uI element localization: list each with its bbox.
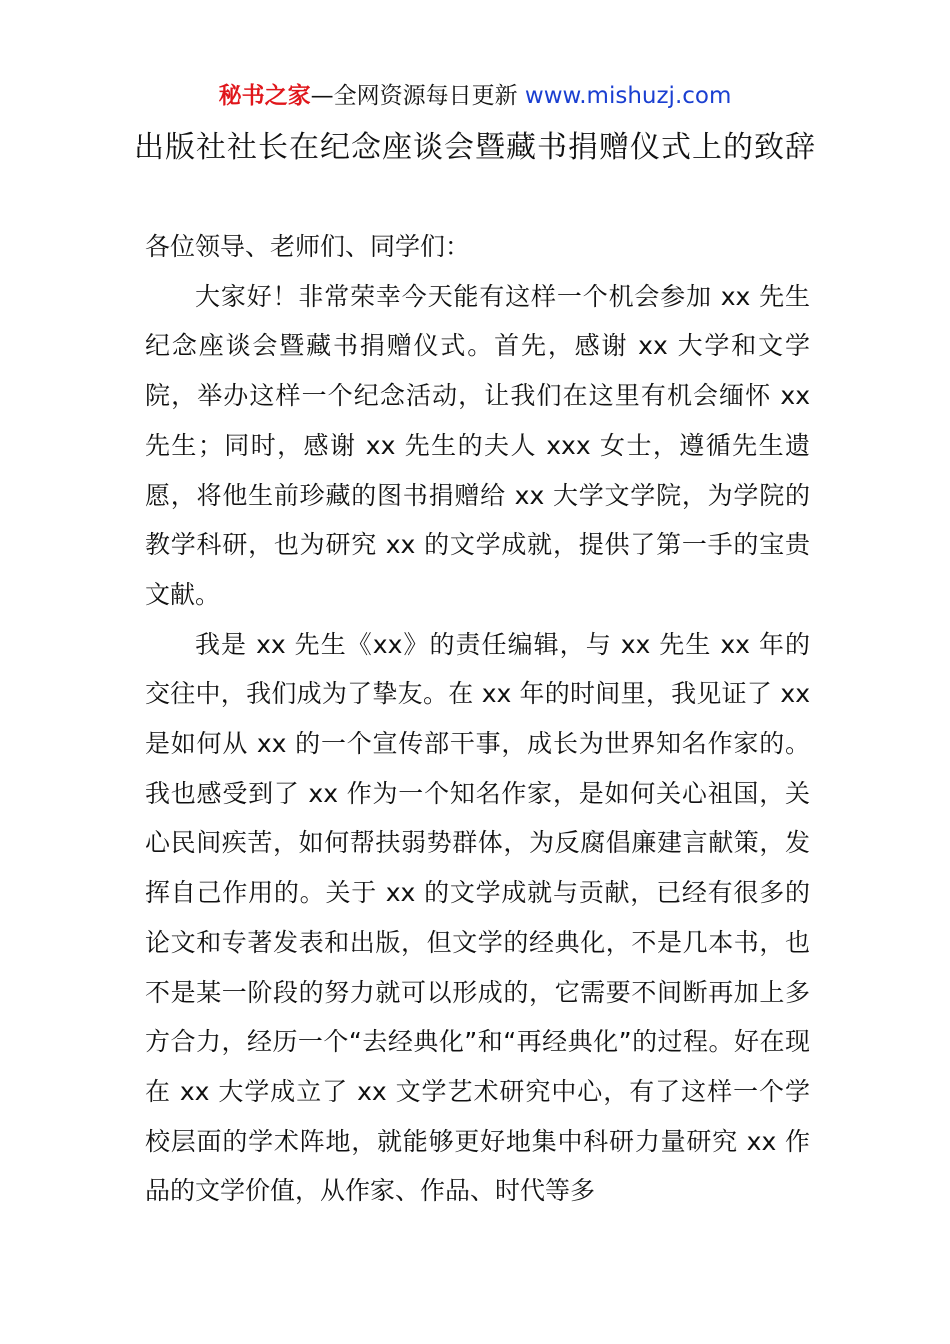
document-body: [145, 222, 810, 1216]
site-brand: 秘书之家: [218, 83, 311, 109]
body-paragraph-1: 大家好！非常荣幸今天能有这样一个机会参加 xx 先生纪念座谈会暨藏书捐赠仪式。首先，感谢 xx 大学和文学院，举办这样一个纪念活动，让我们在这里有机会缅怀 xx 先生；同时，感谢 xx 先生的夫人 xxx 女士，遵循先生遗愿，将他生前珍藏的图书捐赠给 xx 大学文学院，为学院的教学科研，也为研究 xx 的文学成就，提供了第一手的宝贵文献。: [145, 281, 810, 609]
site-url-link[interactable]: www.mishuzj.com: [524, 83, 732, 109]
salutation: 各位领导、老师们、同学们：: [145, 232, 471, 261]
body-paragraph-2: 我是 xx 先生《xx》的责任编辑，与 xx 先生 xx 年的交往中，我们成为了挚友。在 xx 年的时间里，我见证了 xx 是如何从 xx 的一个宣传部干事，成长为世界知名作家的。我也感受到了 xx 作为一个知名作家，是如何关心祖国，关心民间疾苦，如何帮扶弱势群体，为反腐倡廉建言献策，发挥自己作用的。关于 xx 的文学成就与贡献，已经有很多的论文和专著发表和出版，但文学的经典化，不是几本书，也不是某一阶段的努力就可以形成的，它需要不间断再加上多方合力，经历一个“去经典化”和“再经典化”的过程。好在现在 xx 大学成立了 xx 文学艺术研究中心，有了这样一个学校层面的学术阵地，就能够更好地集中科研力量研究 xx 作品的文学价值，从作家、作品、时代等多: [145, 629, 810, 1206]
document-title: 出版社社长在纪念座谈会暨藏书捐赠仪式上的致辞: [134, 130, 816, 165]
site-header: [0, 80, 950, 112]
site-tagline: —全网资源每日更新: [310, 83, 518, 109]
